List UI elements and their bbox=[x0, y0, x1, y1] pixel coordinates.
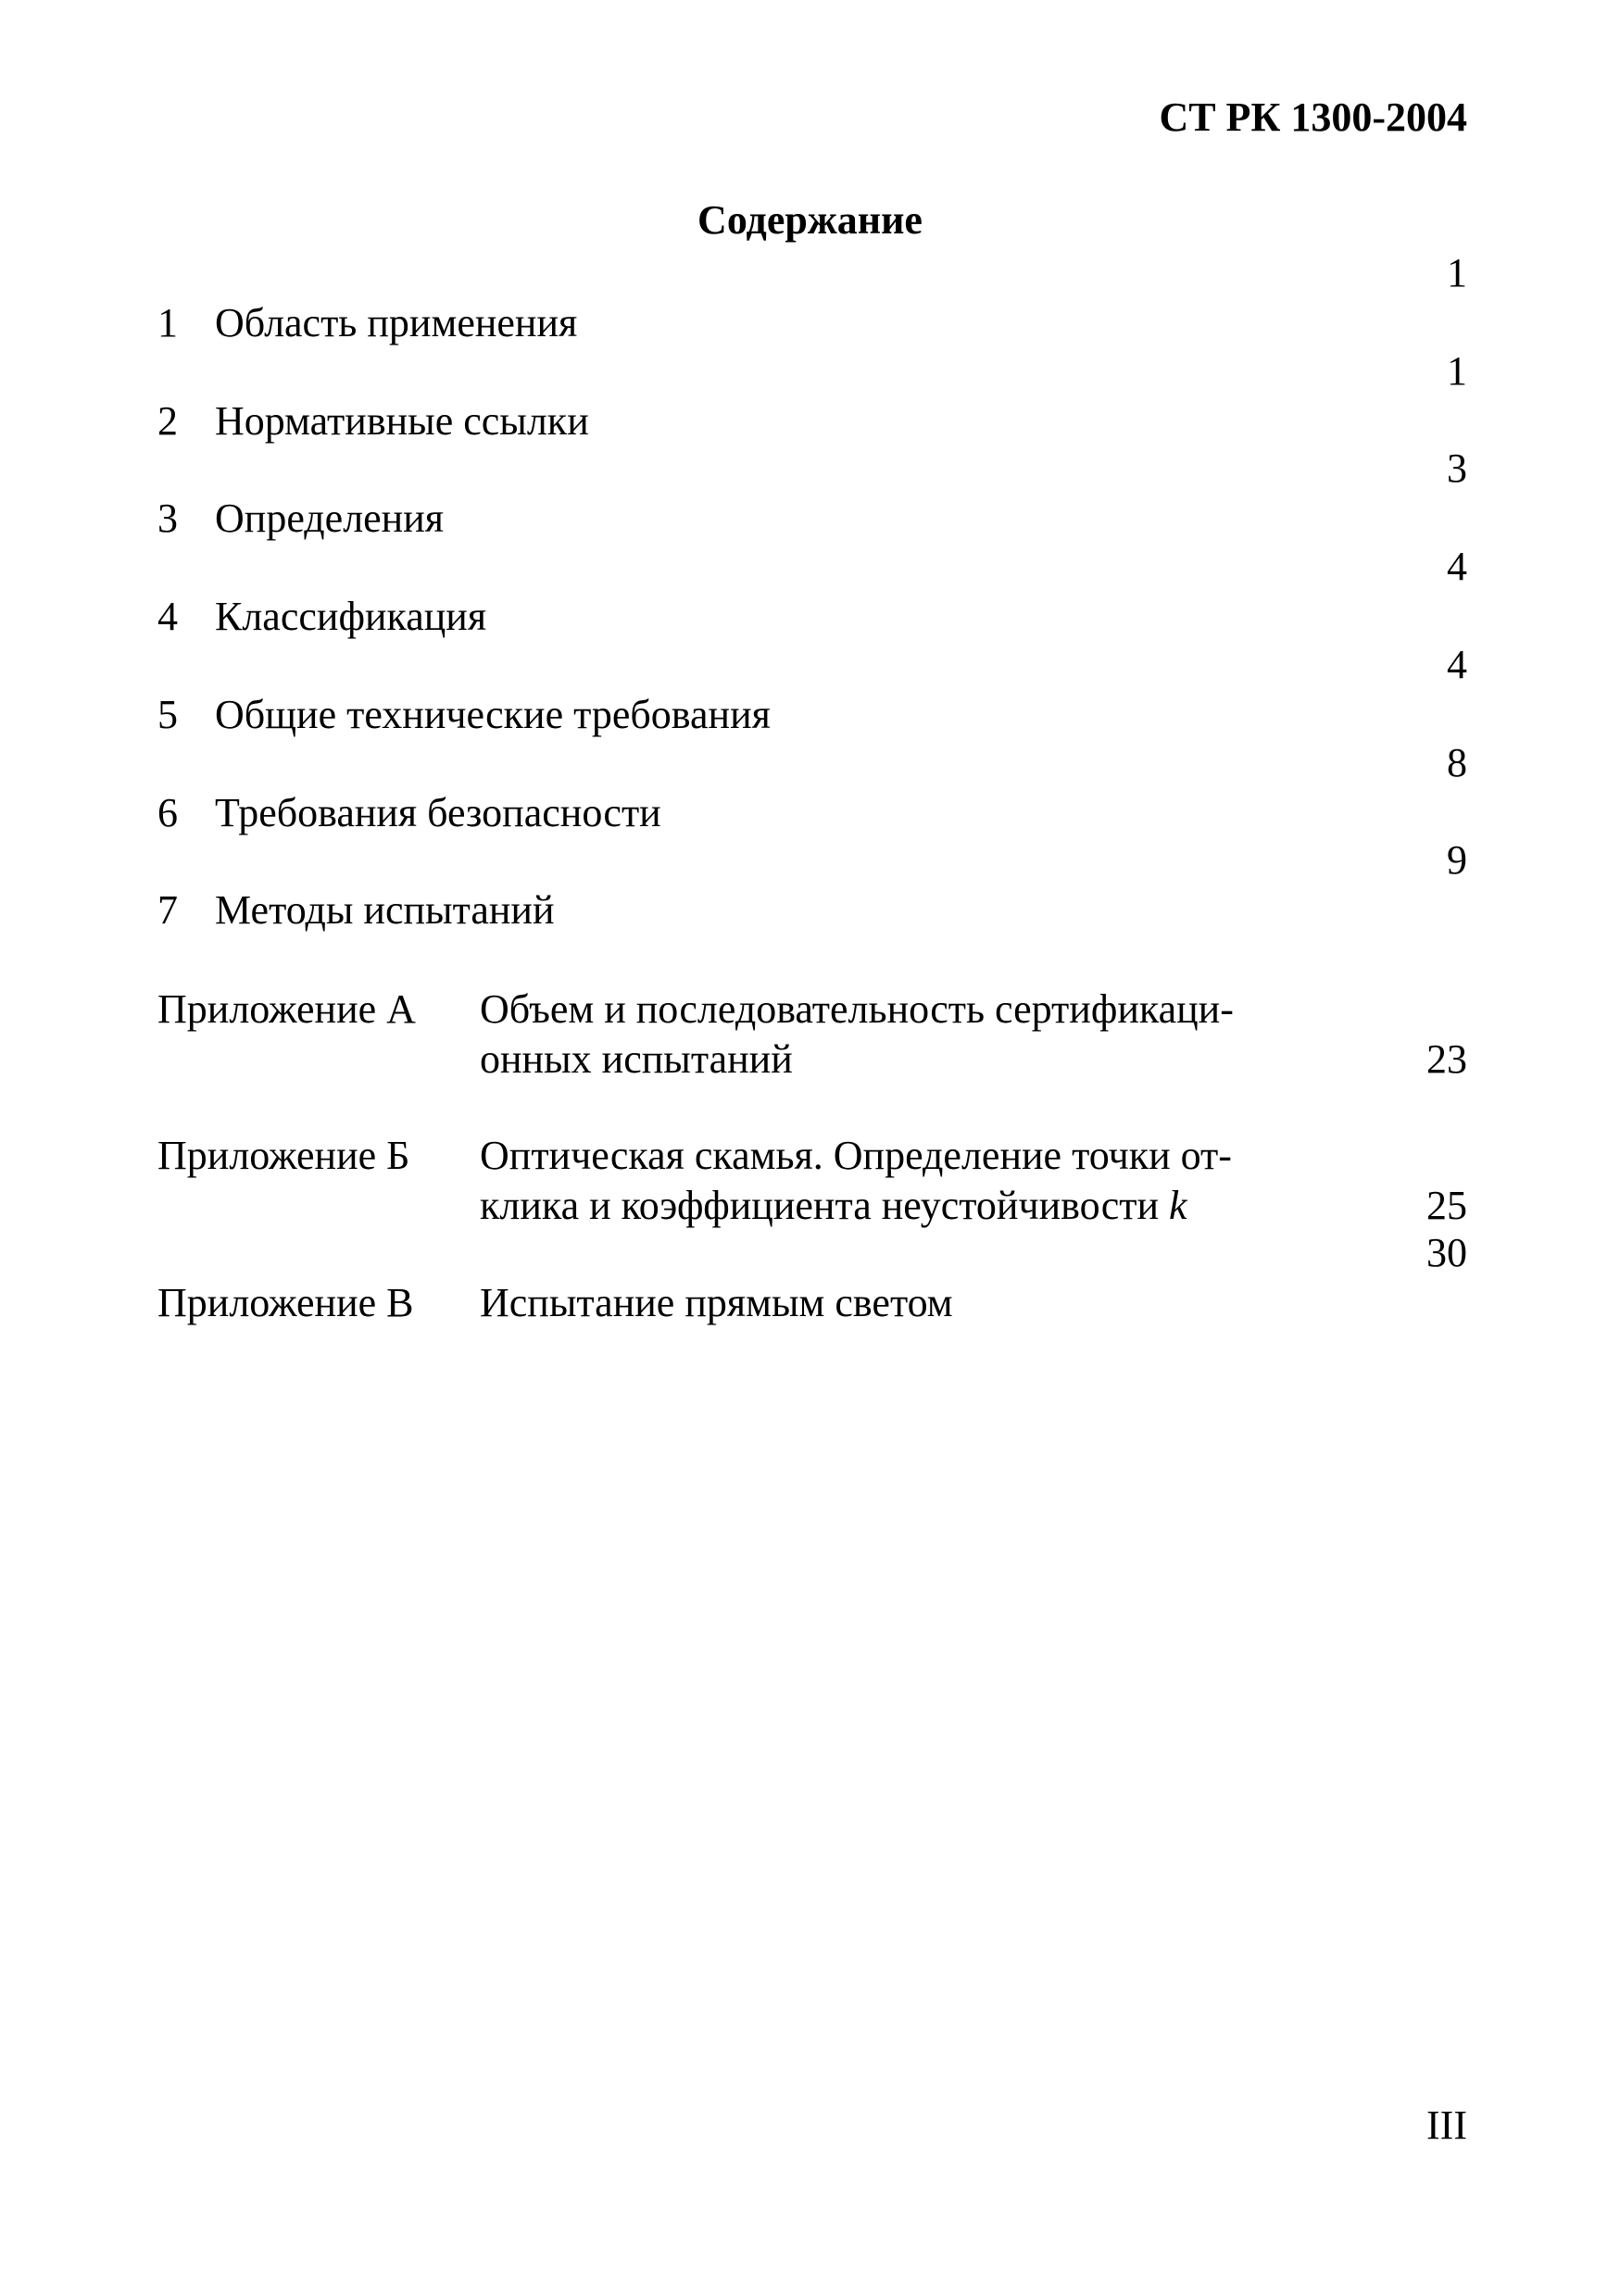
section-title: Нормативные ссылки bbox=[215, 398, 589, 444]
page-ref: 30 bbox=[1426, 1230, 1467, 1275]
appendix-title-line: Объем и последовательность сертификаци- bbox=[480, 986, 1234, 1032]
appendix-title-line: Оптическая скамья. Определение точки от- bbox=[480, 1133, 1232, 1178]
appendix-title bbox=[480, 1278, 953, 1328]
section-number: 7 bbox=[157, 887, 178, 933]
appendix-title-line bbox=[480, 1181, 1232, 1231]
page-ref: 1 bbox=[1447, 348, 1467, 394]
page-ref: 23 bbox=[1426, 1036, 1467, 1082]
section-number: 6 bbox=[157, 790, 178, 835]
appendix-title-line: Испытание прямым светом bbox=[480, 1280, 953, 1325]
toc-title: Содержание bbox=[697, 197, 923, 243]
appendix-label: Приложение А bbox=[157, 986, 416, 1032]
appendix-title bbox=[480, 985, 1234, 1085]
section-title: Область применения bbox=[215, 300, 578, 345]
document-code: СТ РК 1300-2004 bbox=[1159, 94, 1467, 140]
section-title: Методы испытаний bbox=[215, 887, 555, 933]
section-title: Определения bbox=[215, 496, 445, 541]
page-ref: 4 bbox=[1447, 544, 1467, 589]
page-ref: 3 bbox=[1447, 445, 1467, 491]
section-number: 2 bbox=[157, 398, 178, 444]
page-ref: 1 bbox=[1447, 250, 1467, 295]
variable-k: k bbox=[1169, 1183, 1187, 1228]
appendix-title-line: онных испытаний bbox=[480, 1036, 793, 1082]
appendix-title bbox=[480, 1131, 1232, 1231]
page-ref: 9 bbox=[1447, 837, 1467, 883]
page-ref: 25 bbox=[1426, 1183, 1467, 1228]
page-ref: 8 bbox=[1447, 740, 1467, 785]
section-number: 3 bbox=[157, 496, 178, 541]
appendix-label: Приложение В bbox=[157, 1280, 414, 1325]
section-number: 5 bbox=[157, 692, 178, 737]
toc-appendix-a bbox=[157, 985, 1467, 1085]
appendix-label: Приложение Б bbox=[157, 1133, 410, 1178]
page-ref: 4 bbox=[1447, 642, 1467, 687]
section-number: 4 bbox=[157, 594, 178, 639]
section-number: 1 bbox=[157, 300, 178, 345]
section-title: Общие технические требования bbox=[215, 692, 771, 737]
appendix-title-text: клика и коэффициента неустойчивости bbox=[480, 1183, 1170, 1228]
section-title: Требования безопасности bbox=[215, 790, 661, 835]
page-number: III bbox=[1426, 2102, 1467, 2148]
toc-appendix-b bbox=[157, 1131, 1467, 1231]
section-title: Классификация bbox=[215, 594, 487, 639]
